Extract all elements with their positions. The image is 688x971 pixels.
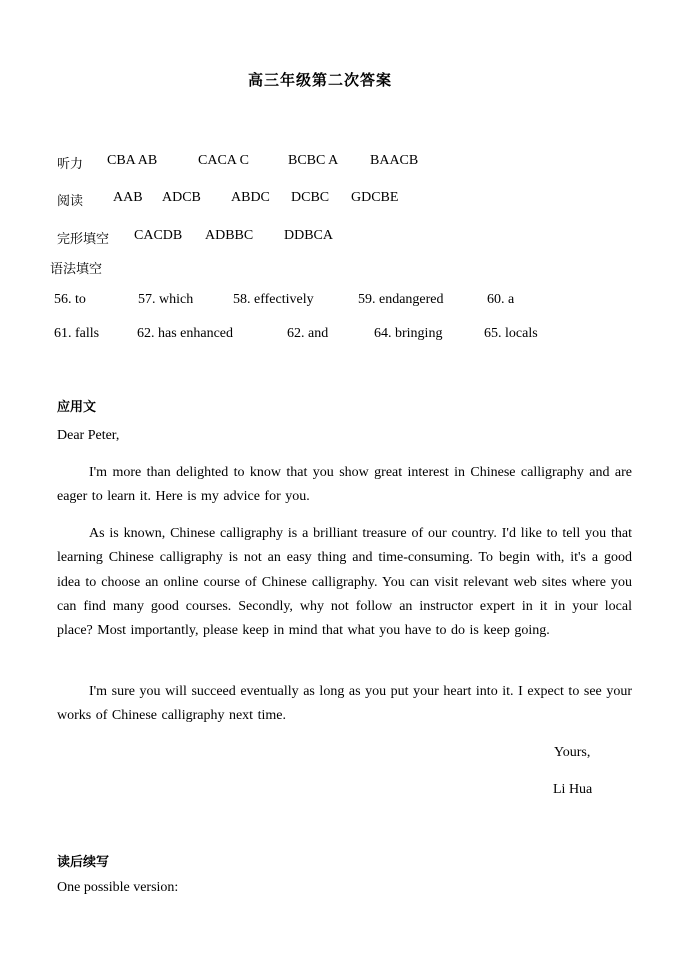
grammar-answer-58: 58. effectively (233, 292, 314, 307)
letter-paragraph-1: I'm more than delighted to know that you show great interest in Chinese calligraphy and are eager to learn it. Here is my advice for you. (57, 465, 632, 505)
reading-answer-1: AAB (113, 190, 143, 205)
reading-answer-2: ADCB (162, 190, 201, 205)
listening-answer-4: BAACB (370, 153, 419, 168)
reading-answer-4: DCBC (291, 190, 330, 205)
reading-answer-5: GDCBE (351, 190, 399, 205)
grammar-answer-63: 62. and (287, 326, 329, 341)
cloze-label: 完形填空 (57, 232, 110, 247)
listening-answer-1: CBA AB (107, 153, 158, 168)
letter-signature: Li Hua (553, 782, 593, 797)
grammar-answer-57: 57. which (138, 292, 194, 307)
cloze-answer-1: CACDB (134, 228, 183, 243)
page-title: 高三年级第二次答案 (248, 71, 393, 89)
grammar-answer-64: 64. bringing (374, 326, 443, 341)
grammar-answer-62: 62. has enhanced (137, 326, 234, 341)
listening-answer-2: CACA C (198, 153, 249, 168)
cloze-answer-2: ADBBC (205, 228, 254, 243)
grammar-answer-59: 59. endangered (358, 292, 444, 307)
letter-paragraph-2: As is known, Chinese calligraphy is a brilliant treasure of our country. I'd like to tell you that learning Chinese calligraphy is not an easy thing and time-consuming. To begin with, it's a good idea to choose an online course of Chinese calligraphy. You can visit relevant web sites where you can find many good courses. Secondly, why not follow an instructor expert in it in your local place? Most importantly, please keep in mind that what you have to do is keep going. (57, 526, 632, 639)
letter-paragraph-3: I'm sure you will succeed eventually as long as you put your heart into it. I expect to see your works of Chinese calligraphy next time. (57, 684, 632, 724)
reading-label: 阅读 (57, 194, 84, 209)
continuation-writing-heading: 读后续写 (57, 855, 110, 870)
cloze-answer-3: DDBCA (284, 228, 334, 243)
letter-salutation: Dear Peter, (57, 428, 120, 443)
grammar-answer-56: 56. to (54, 292, 86, 307)
grammar-answer-60: 60. a (487, 292, 515, 307)
grammar-answer-61: 61. falls (54, 326, 100, 341)
listening-label: 听力 (57, 157, 84, 172)
reading-answer-3: ABDC (231, 190, 270, 205)
letter-closing: Yours, (554, 745, 591, 760)
practical-writing-heading: 应用文 (57, 400, 97, 415)
listening-answer-3: BCBC A (288, 153, 339, 168)
grammar-answer-65: 65. locals (484, 326, 538, 341)
continuation-writing-intro: One possible version: (57, 880, 179, 895)
grammar-label: 语法填空 (50, 262, 103, 277)
